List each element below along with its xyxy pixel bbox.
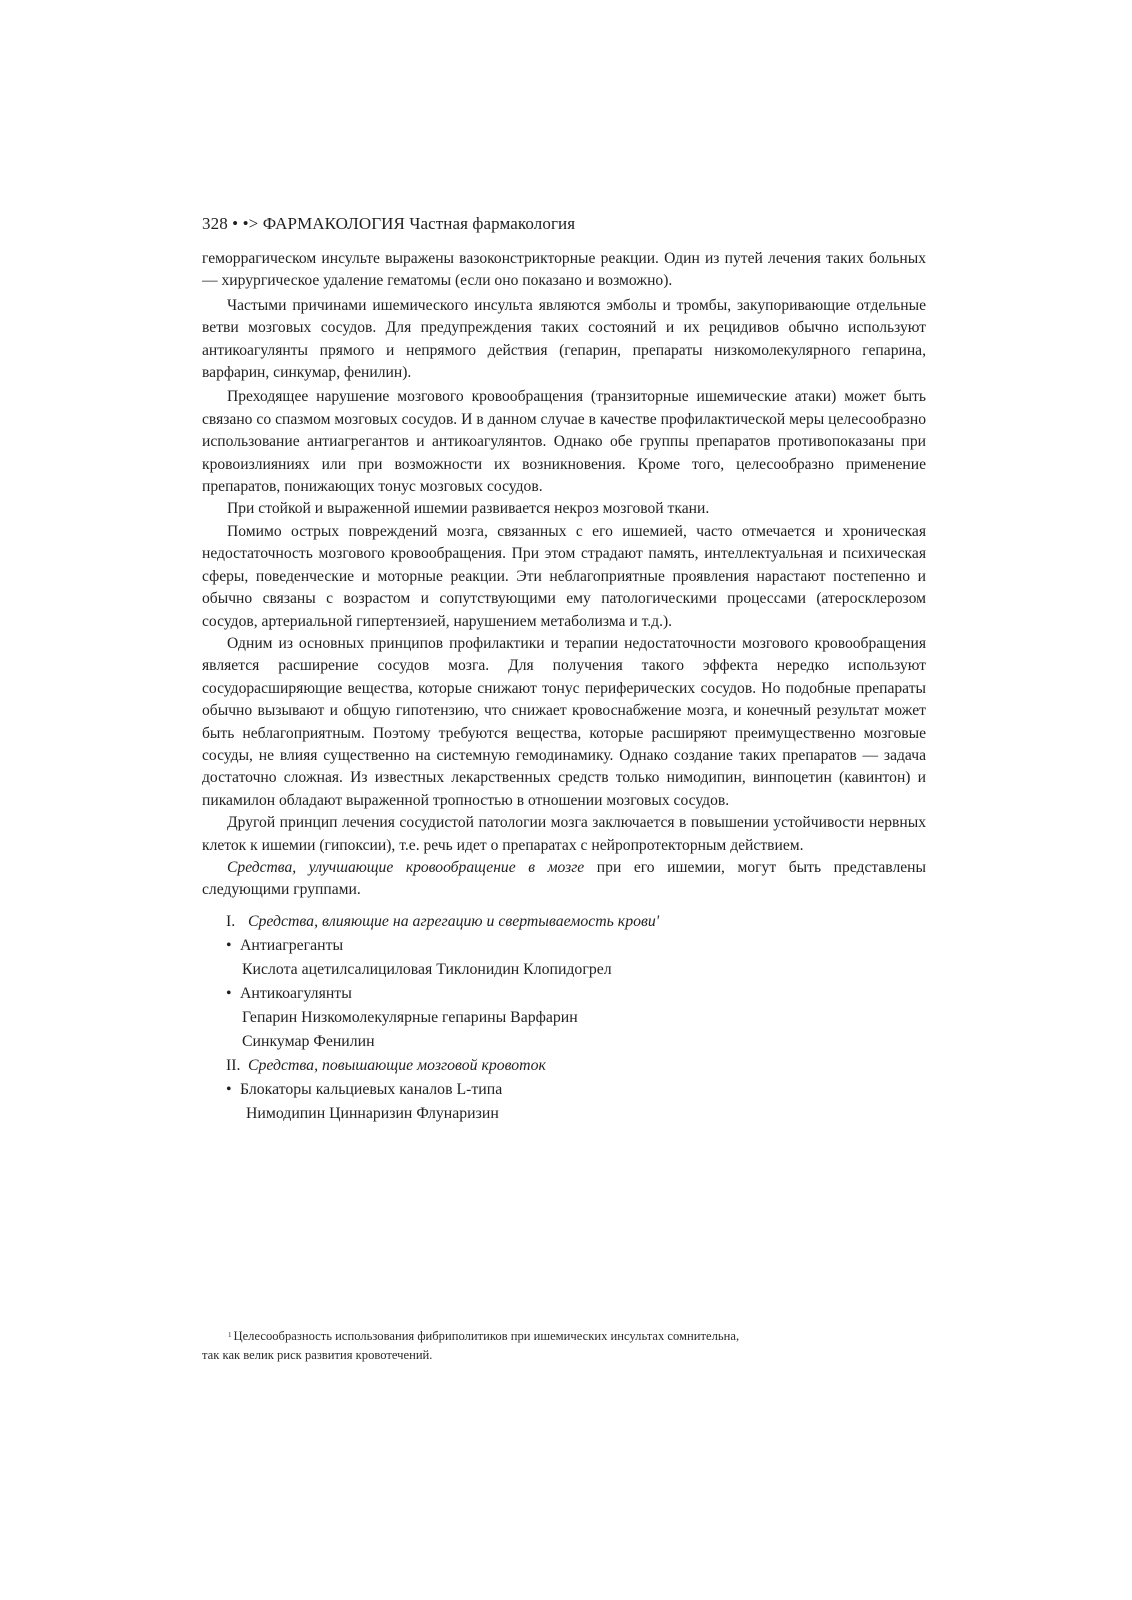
drug-names: Гепарин Низкомолекулярные гепарины Варфарин [242,1008,578,1026]
paragraph: Помимо острых повреждений мозга, связанных с его ишемией, часто отмечается и хроническая недостаточность мозгового кровообращения. При этом страдают память, интеллектуальная и психическая сферы, поведенческие и моторные реакции. Эти неблагоприятные проявления нарастают постепенно и обычно связаны с возрастом и сопутствующими ему патологическими процессами (атеросклерозом сосудов, артериальной гипертензией, нарушением метаболизма и т.д.). [202,522,926,630]
drug-names: Нимодипин Циннаризин Флунаризин [246,1104,499,1122]
drug-classification-list [202,910,926,1126]
paragraph: Частыми причинами ишемического инсульта являются эмболы и тромбы, закупоривающие отдельные ветви мозговых сосудов. Для предупреждения таких состояний и их рецидивов обычно используют антикоагулянты прямого и непрямого действия (гепарин, препараты низкомолекулярного гепарина, варфарин, синкумар, фенилин). [202,296,926,382]
footnote-ref: 1 [228,1331,232,1339]
bullet-icon: • [226,984,232,1002]
footnote-line: так как велик риск развития кровотечений. [202,1348,433,1362]
book-title: ФАРМАКОЛОГИЯ [262,214,405,233]
paragraph: геморрагическом инсульте выражены вазоконстрикторные реакции. Один из путей лечения таких больных — хирургическое удаление гематомы (если оно показано и возможно). [202,250,926,290]
bullet-icon: • [226,1080,232,1098]
group-title: Антикоагулянты [240,984,352,1002]
intro-rest: при его ишемии, могут быть представлены следующими группами. [202,858,926,899]
drug-names: Кислота ацетилсалициловая Тиклонидин Клопидогрел [242,960,612,978]
paragraph: Преходящее нарушение мозгового кровообращения (транзиторные ишемические атаки) может быть связано со спазмом мозговых сосудов. И в данном случае в качестве профилактической меры целесообразно использование антиагрегантов и антикоагулянтов. Однако обе группы препаратов противопоказаны при кровоизлияниях или при возможности их возникновения. Кроме того, целесообразно применение препаратов, понижающих тонус мозговых сосудов. [202,388,926,496]
footnote [202,1326,942,1365]
group-heading [202,982,926,1006]
section-number: I. [226,912,236,930]
section-number: II. [226,1056,241,1074]
drug-names: Синкумар Фенилин [242,1032,375,1050]
page-number: 328 [202,214,228,233]
bullet-icon: • [226,936,232,954]
running-header [202,214,575,234]
body-text [202,248,926,1126]
paragraph: Другой принцип лечения сосудистой патологии мозга заключается в повышении устойчивости нервных клеток к ишемии (гипоксии), т.е. речь идет о препаратах с нейропротекторным действием. [202,814,926,854]
intro-paragraph [202,857,926,902]
group-title: Антиагреганты [240,936,344,954]
section-title: Частная фармакология [409,214,576,233]
group-title: Блокаторы кальциевых каналов L-типа [240,1080,503,1098]
paragraph: Одним из основных принципов профилактики и терапии недостаточности мозгового кровообращения является расширение сосудов мозга. Для получения такого эффекта нередко используют сосудорасширяющие вещества, которые снижают тонус периферических сосудов. Но подобные препараты обычно вызывают и общую гипотензию, что снижает кровоснабжение мозга, и конечный результат может быть неблагоприятным. Поэтому требуются вещества, которые расширяют преимущественно мозговые сосуды, не влияя существенно на системную гемодинамику. Однако создание таких препаратов — задача достаточно сложная. Из известных лекарственных средств только нимодипин, винпоцетин (кавинтон) и пикамилон обладают выраженной тропностью в отношении мозговых сосудов. [202,634,926,809]
header-marker: • •> [232,214,259,233]
section-heading-2 [202,1054,926,1078]
section-title: Средства, влияющие на агрегацию и свертываемость крови' [247,912,660,930]
paragraph: При стойкой и выраженной ишемии развивается некроз мозговой ткани. [227,500,710,518]
section-title: Средства, повышающие мозговой кровоток [247,1056,546,1074]
intro-emphasis: Средства, улучшающие кровообращение в мозге [227,858,585,876]
group-heading [202,934,926,958]
group-heading [202,1078,926,1102]
footnote-line [202,1326,942,1346]
footnote-text: Целесообразность использования фибриполитиков при ишемических инсультах сомнительна, [233,1329,740,1343]
section-heading-1 [202,910,926,934]
